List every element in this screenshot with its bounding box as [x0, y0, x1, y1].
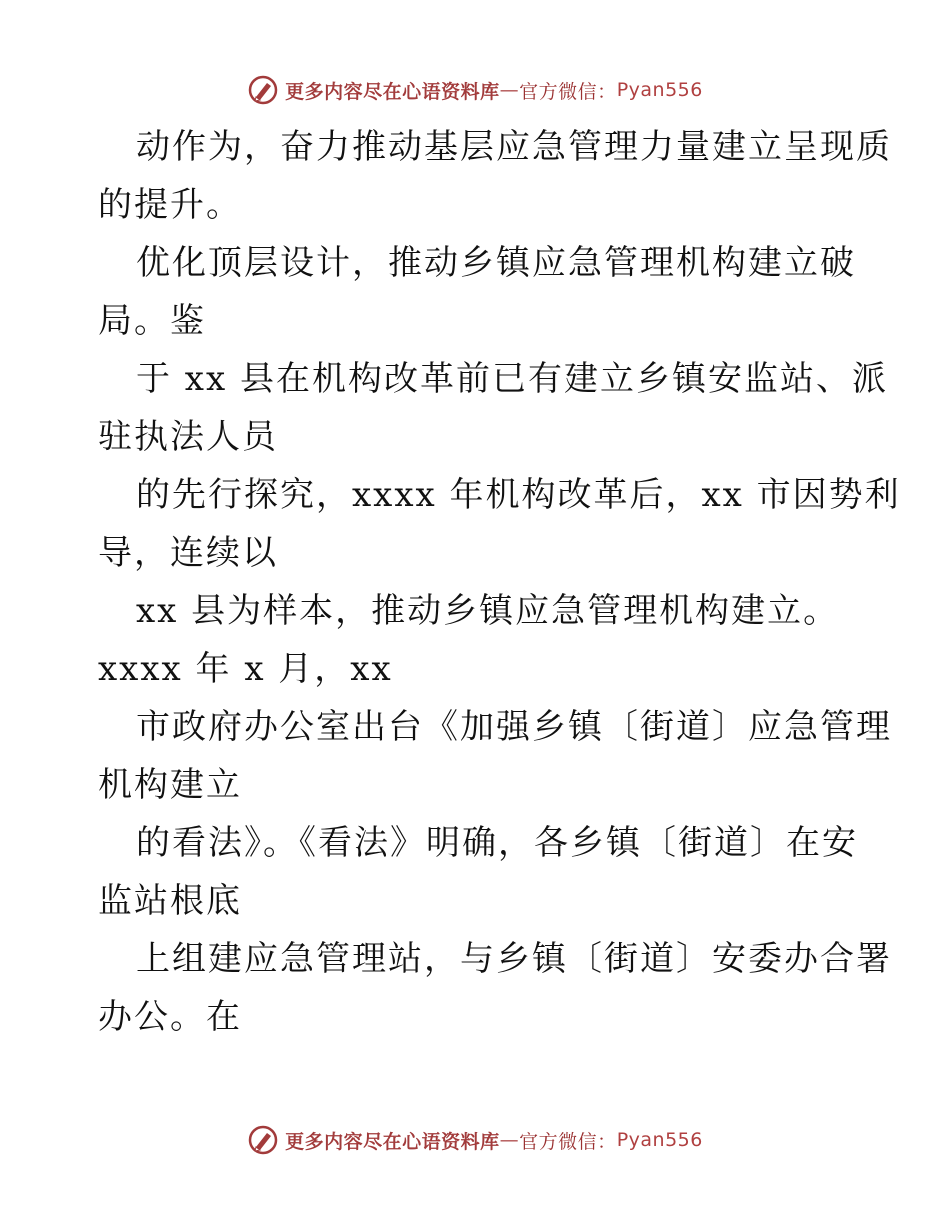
watermark-separator: — [499, 79, 520, 101]
text-line: 于 xx 县在机构改革前已有建立乡镇安监站、派 [136, 359, 888, 399]
footer-watermark [0, 1120, 950, 1160]
pen-logo-icon [247, 1124, 279, 1156]
text-line: 上组建应急管理站，与乡镇〔街道〕安委办合署 [136, 939, 892, 979]
watermark-main-text: 更多内容尽在心语资料库 [285, 80, 500, 103]
watermark-sub-text: 官方微信： [519, 80, 617, 103]
watermark-sub-text: 官方微信： [519, 1130, 617, 1153]
text-line: 动作为，奋力推动基层应急管理力量建立呈现质 [136, 127, 892, 167]
watermark-separator: — [499, 1129, 520, 1151]
text-line: 驻执法人员 [98, 417, 278, 457]
text-line: 机构建立 [98, 765, 242, 805]
text-line: 的看法》。《看法》明确，各乡镇〔街道〕在安 [136, 823, 858, 863]
text-line: 办公。在 [98, 997, 242, 1037]
text-line: xx 县为样本，推动乡镇应急管理机构建立。 [136, 591, 840, 631]
text-line: 市政府办公室出台《加强乡镇〔街道〕应急管理 [136, 707, 892, 747]
text-line: 监站根底 [98, 881, 242, 921]
text-line: xxxx 年 x 月，xx [98, 649, 393, 689]
text-line: 的先行探究，xxxx 年机构改革后，xx 市因势利 [136, 475, 901, 515]
watermark-wechat-id: Pyan556 [616, 1129, 703, 1151]
text-line: 局。鉴 [98, 301, 206, 341]
watermark-main-text: 更多内容尽在心语资料库 [285, 1130, 500, 1153]
watermark-wechat-id: Pyan556 [616, 79, 703, 101]
header-watermark [0, 70, 950, 110]
text-line: 的提升。 [98, 185, 242, 225]
text-line: 导，连续以 [98, 533, 278, 573]
pen-logo-icon [247, 74, 279, 106]
document-body [98, 118, 901, 1046]
text-line: 优化顶层设计，推动乡镇应急管理机构建立破 [136, 243, 856, 283]
